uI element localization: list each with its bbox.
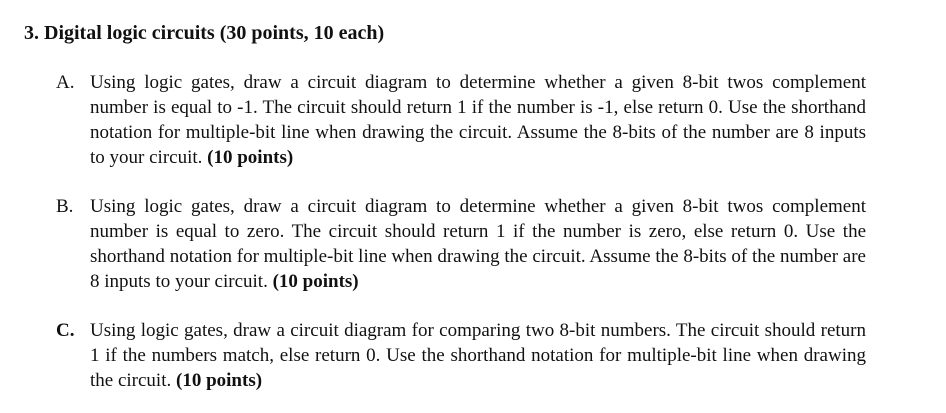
- item-points: (10 points): [207, 147, 294, 168]
- section-heading: 3. Digital logic circuits (30 points, 10 each): [24, 22, 385, 44]
- item-points: (10 points): [176, 370, 263, 391]
- question-item-b: [56, 194, 866, 294]
- item-body: [90, 194, 866, 294]
- item-letter: A.: [56, 72, 75, 93]
- item-text: Using logic gates, draw a circuit diagram to determine whether a given 8-bit twos complement number is equal to -1. The circuit should return 1 if the number is -1, else return 0. Use the shorthand notation for multiple-bit line when drawing the circuit. Assume the 8-bits of the number are 8 inputs to your circuit.: [90, 72, 866, 168]
- item-points: (10 points): [272, 271, 359, 292]
- question-item-a: [56, 70, 866, 170]
- item-letter: B.: [56, 196, 74, 217]
- item-body: [90, 70, 866, 170]
- item-text: Using logic gates, draw a circuit diagram for comparing two 8-bit numbers. The circuit should return 1 if the numbers match, else return 0. Use the shorthand notation for multiple-bit line when drawing the circuit.: [90, 320, 866, 391]
- question-item-c: [56, 318, 866, 393]
- item-letter: C.: [56, 320, 75, 341]
- item-body: [90, 318, 866, 393]
- item-text: Using logic gates, draw a circuit diagram to determine whether a given 8-bit twos complement number is equal to zero. The circuit should return 1 if the number is zero, else return 0. Use the shorthand notation for multiple-bit line when drawing the circuit. Assume the 8-bits of the number are 8 inputs to your circuit.: [90, 196, 866, 292]
